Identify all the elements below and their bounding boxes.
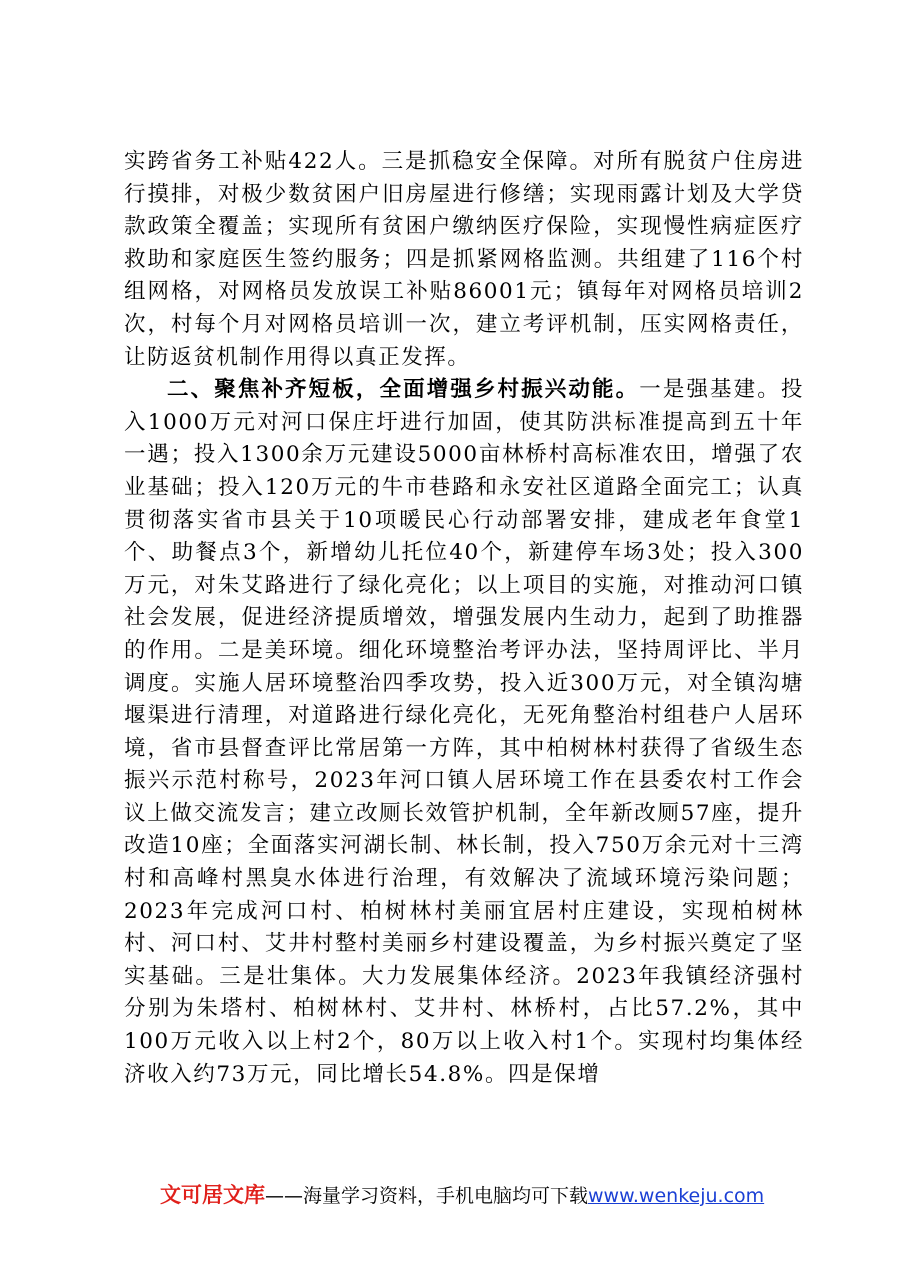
paragraph-1: 实跨省务工补贴422人。三是抓稳安全保障。对所有脱贫户住房进行摸排，对极少数贫困户旧房屋进行修缮；实现雨露计划及大学贷款政策全覆盖；实现所有贫困户缴纳医疗保险，实现慢性病症医疗救助和家庭医生签约服务；四是抓紧网格监测。共组建了116个村组网格，对网格员发放误工补贴86001元；镇每年对网格员培训2次，村每个月对网格员培训一次，建立考评机制，压实网格责任，让防返贫机制作用得以真正发挥。	[124, 149, 804, 370]
footer-banner	[160, 1180, 800, 1211]
paragraph-2-body: 一是强基建。投入1000万元对河口保庄圩进行加固，使其防洪标准提高到五十年一遇；投入1300余万元建设5000亩林桥村高标准农田，增强了农业基础；投入120万元的牛市巷路和永安社区道路全面完工；认真贯彻落实省市县关于10项暖民心行动部署安排，建成老年食堂1个、助餐点3个，新增幼儿托位40个，新建停车场3处；投入300万元，对朱艾路进行了绿化亮化；以上项目的实施，对推动河口镇社会发展，促进经济提质增效，增强发展内生动力，起到了助推器的作用。二是美环境。细化环境整治考评办法，坚持周评比、半月调度。实施人居环境整治四季攻势，投入近300万元，对全镇沟塘堰渠进行清理，对道路进行绿化亮化，无死角整治村组巷户人居环境，省市县督查评比常居第一方阵，其中柏树林村获得了省级生态振兴示范村称号，2023年河口镇人居环境工作在县委农村工作会议上做交流发言；建立改厕长效管护机制，全年新改厕57座，提升改造10座；全面落实河湖长制、林长制，投入750万余元对十三湾村和高峰村黑臭水体进行治理，有效解决了流域环境污染问题；2023年完成河口村、柏树林村美丽宜居村庄建设，实现柏树林村、河口村、艾井村整村美丽乡村建设覆盖，为乡村振兴奠定了坚实基础。三是壮集体。大力发展集体经济。2023年我镇经济强村分别为朱塔村、柏树林村、艾井村、林桥村，占比57.2%，其中100万元收入以上村2个，80万以上收入村1个。实现村均集体经济收入约73万元，同比增长54.8%。四是保增	[124, 377, 804, 1087]
section-heading: 二、聚焦补齐短板，全面增强乡村振兴动能。	[167, 377, 640, 403]
document-body	[124, 146, 804, 1091]
footer-url-link[interactable]: www.wenkeju.com	[588, 1185, 765, 1207]
footer-dash: ——	[265, 1185, 303, 1207]
footer-brand: 文可居文库	[160, 1183, 265, 1207]
paragraph-2	[124, 374, 804, 1091]
footer-tagline: 海量学习资料，手机电脑均可下载	[303, 1185, 589, 1207]
